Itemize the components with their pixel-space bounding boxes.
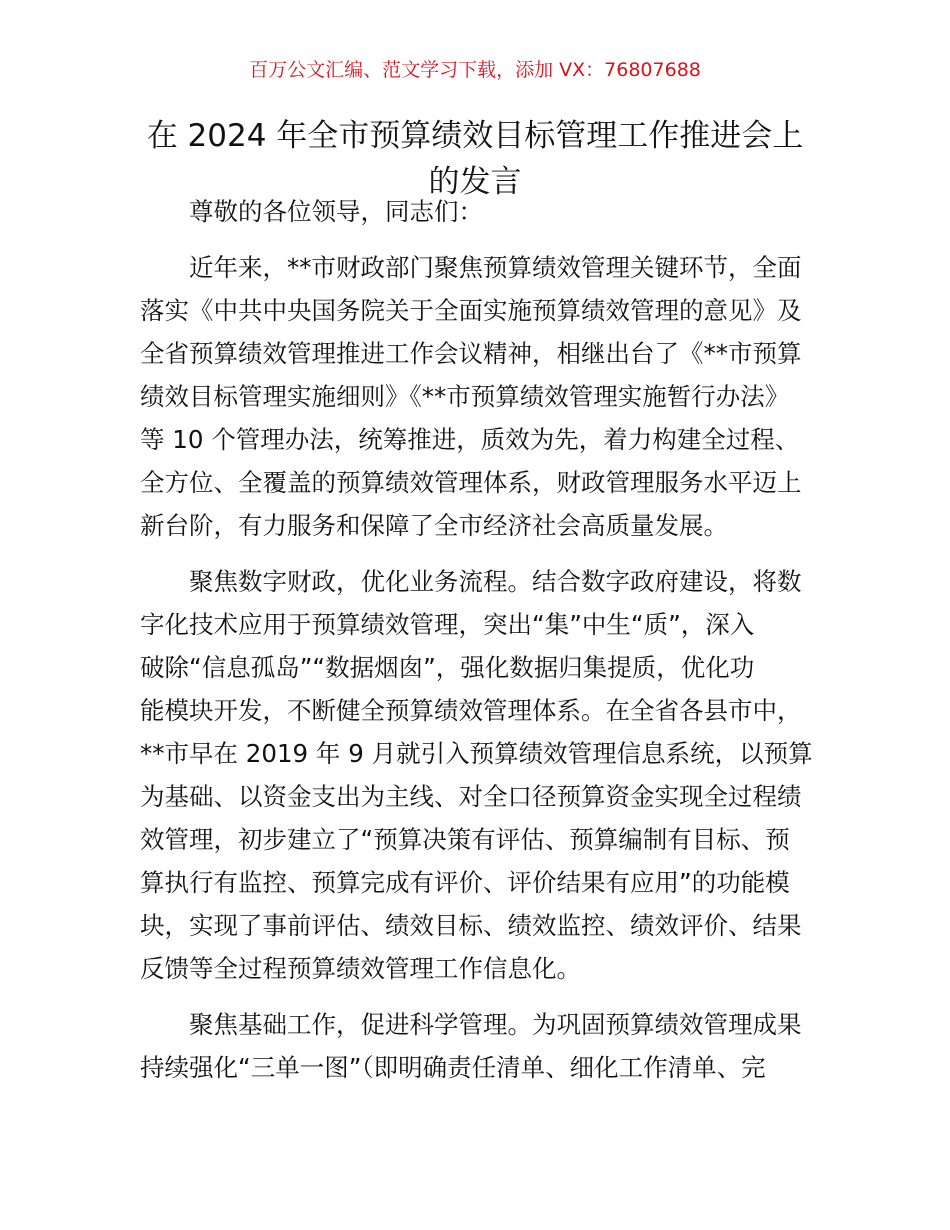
paragraph-line: 能模块开发，不断健全预算绩效管理体系。在全省各县市中， [140, 696, 802, 725]
paragraph-line: 等 10 个管理办法，统筹推进，质效为先，着力构建全过程、 [140, 425, 800, 454]
title-line-2: 的发言 [428, 164, 522, 200]
paragraph-line: 全省预算绩效管理推进工作会议精神，相继出台了《**市预算 [140, 339, 802, 368]
paragraph-line: 破除“信息孤岛”“数据烟囱”，强化数据归集提质，优化功 [140, 653, 755, 682]
paragraph-1 [140, 246, 812, 547]
paragraph-line: 绩效目标管理实施细则》《**市预算绩效管理实施暂行办法》 [140, 382, 790, 411]
paragraph-line: 聚焦基础工作，促进科学管理。为巩固预算绩效管理成果 [189, 1010, 802, 1039]
paragraph-line: 聚焦数字财政，优化业务流程。结合数字政府建设，将数 [189, 567, 802, 596]
paragraph-line: 新台阶，有力服务和保障了全市经济社会高质量发展。 [140, 511, 728, 540]
paragraph-line: 持续强化“三单一图”（即明确责任清单、细化工作清单、完 [140, 1053, 766, 1082]
paragraph-line: 落实《中共中央国务院关于全面实施预算绩效管理的意见》及 [140, 296, 802, 325]
paragraph-line: 近年来，**市财政部门聚焦预算绩效管理关键环节，全面 [189, 253, 802, 282]
document-body [140, 190, 812, 1102]
paragraph-line: 字化技术应用于预算绩效管理，突出“集”中生“质”，深入 [140, 610, 755, 639]
paragraph-3 [140, 1003, 812, 1089]
paragraph-line: 算执行有监控、预算完成有评价、评价结果有应用”的功能模 [140, 868, 790, 897]
paragraph-line: 块，实现了事前评估、绩效目标、绩效监控、绩效评价、结果 [140, 911, 802, 940]
paragraph-line: **市早在 2019 年 9 月就引入预算绩效管理信息系统，以预算 [140, 739, 813, 768]
paragraph-line: 全方位、全覆盖的预算绩效管理体系，财政管理服务水平迈上 [140, 468, 802, 497]
title-line-1: 在 2024 年全市预算绩效目标管理工作推进会上 [146, 118, 804, 154]
watermark-header: 百万公文汇编、范文学习下载，添加 VX：76807688 [249, 59, 701, 81]
paragraph-line: 效管理，初步建立了“预算决策有评估、预算编制有目标、预 [140, 825, 790, 854]
paragraph-2 [140, 560, 812, 990]
salutation: 尊敬的各位领导，同志们： [189, 197, 483, 226]
paragraph-line: 为基础、以资金支出为主线、对全口径预算资金实现全过程绩 [140, 782, 802, 811]
paragraph-line: 反馈等全过程预算绩效管理工作信息化。 [140, 954, 581, 983]
